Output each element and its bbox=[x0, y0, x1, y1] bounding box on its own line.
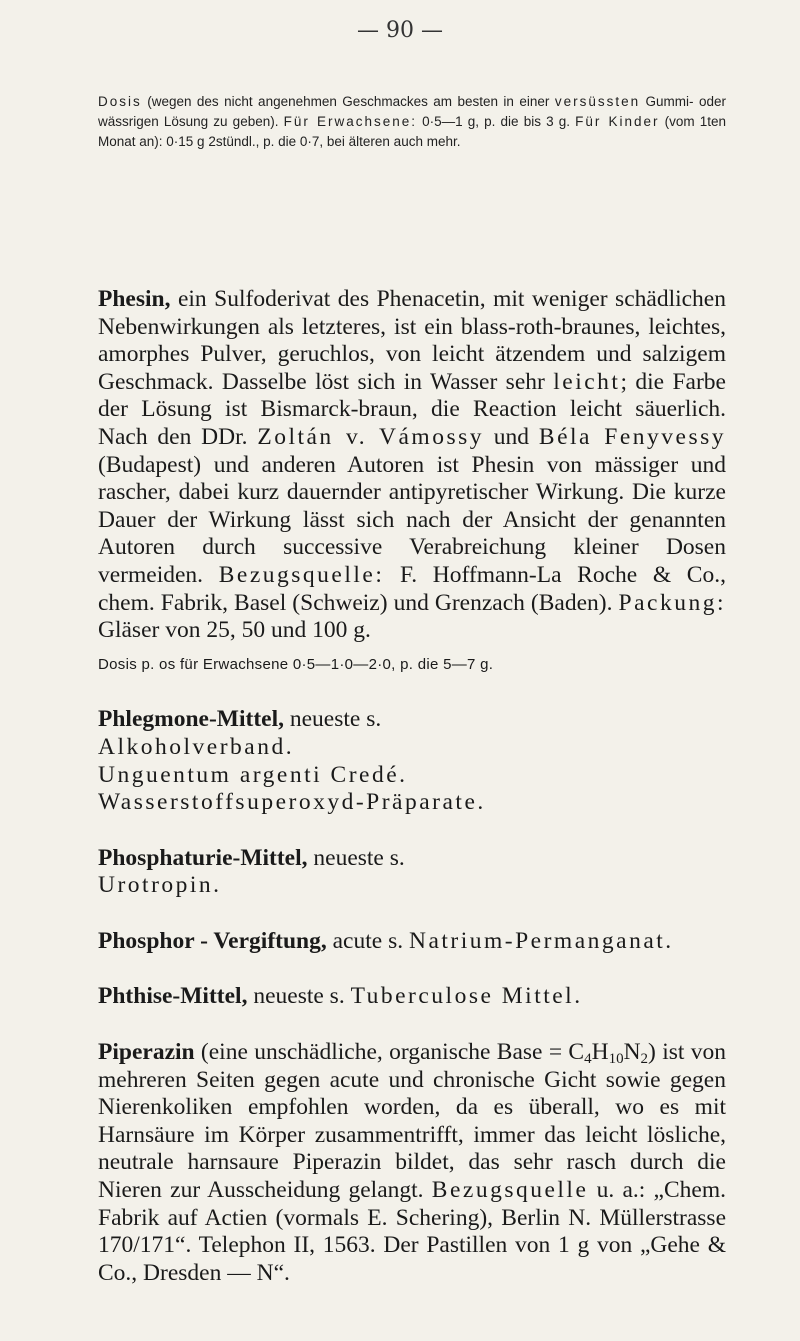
cross-reference: Wasserstoffsuperoxyd-Präparate. bbox=[98, 789, 486, 816]
entry-phosphor bbox=[98, 928, 726, 956]
entry-text: neueste s. bbox=[247, 983, 351, 1010]
note-children-label: Für Kinder bbox=[575, 114, 660, 129]
page-number: — 90 — bbox=[357, 18, 443, 43]
entry-heading: Phlegmone-Mittel, bbox=[98, 706, 284, 733]
main-text bbox=[98, 286, 726, 1287]
dosage-note bbox=[98, 92, 726, 152]
note-adults-label: Für Erwachsene: bbox=[283, 114, 418, 129]
emphasis-text: leicht bbox=[553, 368, 621, 395]
cross-reference: Alkoholverband. bbox=[98, 733, 295, 760]
source-label: Bezugsquelle: bbox=[218, 561, 385, 588]
entry-text: ein Sulfoderivat des Phenacetin, mit weniger schädlichen Nebenwirkungen als letzteres, ist ein blass-roth-braunes, leichtes, amorphes Pulver, geruchlos, von leicht ätzendem und salzigem Geschmack. Dasselbe löst sich in Wasser sehr bbox=[98, 286, 726, 395]
cross-reference: Tuberculose Mittel. bbox=[350, 983, 583, 1010]
entry-phlegmone bbox=[98, 706, 726, 816]
note-text: Gummi- oder wässrigen Lösung zu geben). bbox=[98, 94, 726, 129]
entry-heading: Piperazin bbox=[98, 1039, 195, 1066]
formula-subscript: 10 bbox=[608, 1051, 624, 1068]
note-text: (wegen des nicht angenehmen Geschmackes am besten in einer bbox=[141, 94, 555, 109]
entry-text: und bbox=[483, 423, 539, 450]
entry-heading: Phesin, bbox=[98, 286, 171, 312]
entry-heading: Phthise-Mittel, bbox=[98, 983, 248, 1010]
entry-text: (eine unschädliche, organische Base = C bbox=[194, 1039, 585, 1066]
formula-subscript: 4 bbox=[584, 1051, 592, 1068]
entry-text: ) ist von mehreren Seiten gegen acute und chronische Gicht sowie gegen Nierenkoliken empfohlen worden, da es überall, wo es mit Harnsäure im Körper zusammentrifft, immer das leicht lösliche, neutrale harnsaure Piperazin bildet, das sehr rasch durch die Nieren zur Ausscheidung gelangt. bbox=[98, 1039, 726, 1204]
note-text: (vom 1ten Monat an): 0·15 g 2stündl., p. die 0·7, bei älteren auch mehr. bbox=[98, 114, 727, 149]
formula-element: H bbox=[591, 1039, 609, 1066]
packaging-label: Packung: bbox=[618, 589, 726, 616]
entry-text: u. a.: „Chem. Fabrik auf Actien (vormals E. Schering), Berlin N. Müllerstrasse 170/171“. Telephon II, 1563. Der Pastillen von 1 g von „Gehe & Co., Dresden — N“. bbox=[98, 1177, 726, 1286]
dose-line: Dosis p. os für Erwachsene 0·5—1·0—2·0, p. die 5—7 g. bbox=[98, 655, 494, 673]
entry-heading: Phosphor - Vergiftung, bbox=[98, 927, 327, 954]
entry-phthise bbox=[98, 983, 726, 1011]
formula-element: N bbox=[623, 1039, 641, 1066]
cross-reference: Urotropin. bbox=[98, 872, 222, 899]
entry-text: F. Hoffmann-La Roche & Co., chem. Fabrik, Basel (Schweiz) und Grenzach (Baden). bbox=[98, 561, 726, 616]
source-label: Bezugsquelle bbox=[431, 1177, 589, 1204]
entry-text: Gläser von 25, 50 und 100 g. bbox=[98, 617, 371, 644]
entry-phosphaturie bbox=[98, 845, 726, 900]
entry-text: neueste s. bbox=[307, 844, 405, 871]
entry-text: acute s. bbox=[326, 927, 409, 954]
entry-text: ; die Farbe der Lösung ist Bismarck-braun, die Reaction leicht säuerlich. Nach den DDr. bbox=[98, 368, 726, 450]
note-text: 0·5—1 g, p. die bis 3 g. bbox=[417, 114, 576, 129]
cross-reference: Unguentum argenti Credé. bbox=[98, 761, 408, 788]
note-emphasis: versüssten bbox=[554, 94, 641, 109]
cross-reference: Natrium-Permanganat. bbox=[408, 927, 674, 954]
author-name: Zoltán v. Vámossy bbox=[257, 423, 484, 450]
author-name: Béla Fenyvessy bbox=[538, 423, 726, 450]
dosis-label: Dosis bbox=[98, 94, 142, 109]
entry-piperazin bbox=[98, 1039, 726, 1287]
entry-text: neueste s. bbox=[283, 706, 382, 733]
formula-subscript: 2 bbox=[640, 1051, 649, 1068]
entry-text: (Budapest) und anderen Autoren ist Phesin von mässiger und rascher, dabei kurz dauernder antipyretischer Wirkung. Die kurze Dauer der Wirkung lässt sich nach der Ansicht der genannten Autoren durch successive Verabreichung kleiner Dosen vermeiden. bbox=[98, 451, 726, 588]
entry-phesin bbox=[98, 286, 726, 678]
entry-heading: Phosphaturie-Mittel, bbox=[98, 844, 308, 871]
